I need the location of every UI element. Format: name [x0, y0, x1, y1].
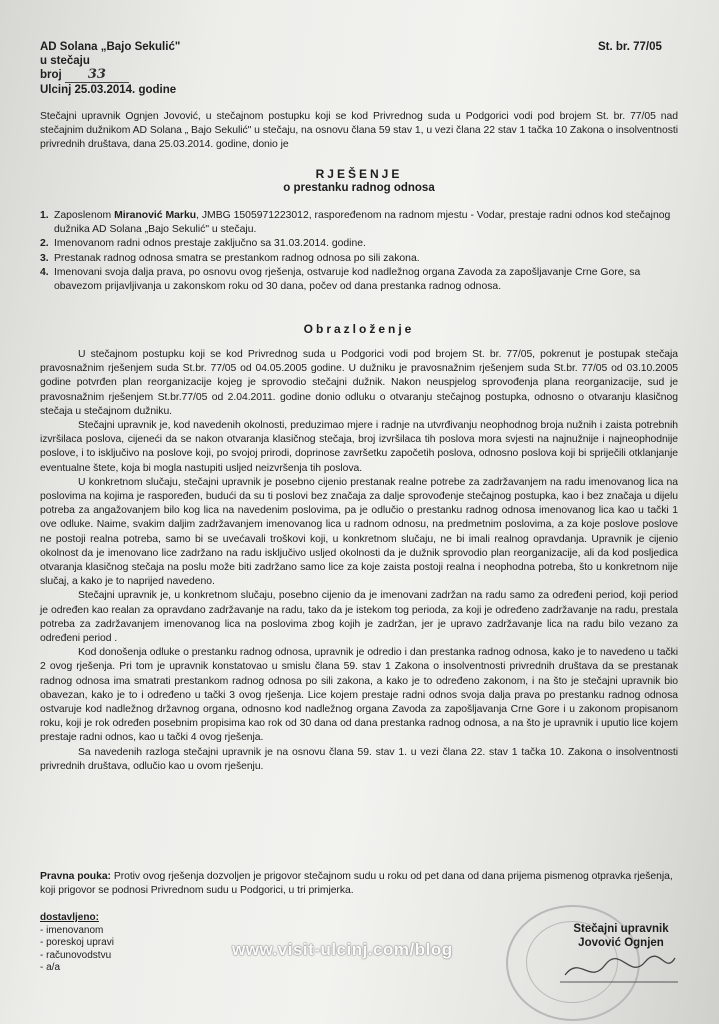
reasoning-title: Obrazloženje — [303, 322, 415, 336]
legal-advice-text: Protiv ovog rješenja dozvoljen je prigovor stečajnom sudu u roku od pet dana od dana prijema pismenog otpravka rješenja, koji prigovor se podnosi Privrednom sudu u Podgorici, u tri primjerka. — [40, 871, 673, 897]
document-subtitle: o prestanku radnog odnosa — [283, 182, 435, 194]
decision-item: 2. Imenovanom radni odnos prestaje zaključno sa 31.03.2014. godine. — [40, 238, 366, 250]
delivered-list — [40, 912, 190, 975]
header-status: u stečaju — [40, 55, 90, 67]
delivered-item: - a/a — [40, 962, 61, 973]
broj-label: broj — [40, 69, 62, 81]
delivered-item: - poreskoj upravi — [40, 937, 114, 948]
header-company: AD Solana „Bajo Sekulić" — [40, 41, 181, 53]
delivered-item: - imenovanom — [40, 924, 104, 936]
decision-items — [40, 209, 678, 294]
legal-advice — [40, 870, 678, 898]
decision-item: 1. Zaposlenom Miranović Marku, JMBG 1505971223012, raspoređenom na radnom mjestu - Vodar, prestaje radni odnos kod stečajnog dužnika AD Solana „Bajo Sekulić" u stečaju. — [40, 210, 671, 236]
reasoning-paragraph: U konkretnom slučaju, stečajni upravnik je posebno cijenio prestanak realne potrebe za zadržavanjem na radu imenovanog lica na poslovima na kojima je raspoređen, budući da su ti poslovi bez značaja za dalje sprovođenje stečajnog postupka, kao i bez značaja u dijelu potreba za angažovanjem bilo kog lica na navedenim poslovima, pa je odlučio o prestanku radnog odnosa imenovanog lica kao u tački 1 ove odluke. Naime, svakim daljim zadržavanjem imenovanog lica u radnom odnosu, na predmetnim poslovima, a za koje poslove poslove ne postoji realna potreba, samo bi se uvećavali troškovi koji, u konkretnom slučaju, ne bi imali realnog opravdanja. Upravnik je cijenio okolnost da je imenovano lice zadržano na radu isključivo usljed okolnosti da je dužnik sprovodio plan reorganizacije, ali da kod posljedica otvaranja klasičnog stečaja na poslu može biti zadržano samo lice za koje zaista postoji realna i neophodna potreba, što u konkretnom nije slučaj, a kako je to naprijed navedeno. — [40, 476, 678, 588]
signature-title: Stečajni upravnik — [573, 923, 669, 935]
case-number: St. br. 77/05 — [598, 41, 662, 53]
watermark-text: www.visit-ulcinj.com/blog — [232, 940, 453, 959]
header-date: Ulcinj 25.03.2014. godine — [40, 84, 177, 96]
signature-name: Jovović Ognjen — [578, 937, 664, 949]
reasoning-paragraph: Sa navedenih razloga stečajni upravnik je na osnovu člana 59. stav 1. u vezi člana 22. stav 1 tačka 10. Zakona o insolventnosti privrednih društava, odlučio kao u ovom rješenju. — [40, 746, 678, 772]
reasoning-paragraph: Kod donošenja odluke o prestanku radnog odnosa, upravnik je odredio i dan prestanka radnog odnosa, kako je to navedeno u tački 2 ovog rješenja. Pri tom je upravnik konstatovao u smislu člana 59. stav 1 Zakona o insolventnosti privrednih društava da se prestanak radnog odnosa ima smatrati prestankom radnog odnosa po sili zakona, a kako je to određeno zakonom, i na što je stečajni upravnik bio obavezan, kako je to i određeno u tački 3 ovog rješenja. Lice kojem prestaje radni odnos svoja dalja prava po prestanku radnog odnosa ostvaruje kod nadležnog državnog organa, odnosno kod nadležnog organa Zavoda za zapošljavanja Crne Gore i u zakonom propisanom roku, koji je rok određen posebnim propisima kao rok od 30 dana od dana prestanka radnog odnosa, a na što je upravnik i uputio lice kojem prestaje radni odnos, kao u tački 4 ovog rješenja. — [40, 647, 678, 744]
decision-item: 3. Prestanak radnog odnosa smatra se prestankom radnog odnosa po sili zakona. — [40, 252, 420, 264]
legal-advice-label: Pravna pouka: — [40, 871, 111, 882]
decision-item: 4. Imenovani svoja dalja prava, po osnovu ovog rješenja, ostvaruje kod nadležnog organa Zavoda za zapošljavanje Crne Gore, sa obavezom prijavljivanja u zakonskom roku od 30 dana, počev od dana prestanka radnog odnosa. — [40, 266, 641, 293]
document-title: RJEŠENJE — [315, 167, 403, 181]
reasoning-body — [40, 348, 678, 774]
reasoning-paragraph: U stečajnom postupku koji se kod Privrednog suda u Podgorici vodi pod brojem St. br. 77/05, pokrenut je postupak stečaja pravosnažnim rješenjem suda St.br. 77/05 od 04.05.2005 godine. U dužniku je pravosnažnim rješenjem suda St.br. 77/05 od 03.10.2005 godine potvrđen plan reorganizacije kojeg je sprovodio stečajni dužnik. Nakon neuspjelog sprovođenja plana reorganizacije, sud je pravosnažnim rješenjem St.br.77/05 od 2.04.2011. godine donio odluku o otvaranju stečajnog postupka, odnosno o otvaranju klasičnog stečaja u stečajnom dužniku. — [40, 349, 678, 417]
handwritten-signature — [560, 950, 680, 990]
intro-text: Stečajni upravnik Ognjen Jovović, u stečajnom postupku koji se kod Privrednog suda u Podgorici vodi pod brojem St. br. 77/05 nad stečajnim dužnikom AD Solana „ Bajo Sekulić" u stečaju, na osnovu člana 59 stav 1, u vezi člana 22 stav 1 tačka 10 Zakona o insolventnosti privrednih društava, dana 25.03.2014. godine, donio je — [40, 111, 678, 151]
delivered-item: - računovodstvu — [40, 949, 112, 961]
reasoning-paragraph: Stečajni upravnik je, kod navedenih okolnosti, preduzimao mjere i radnje na utvrđivanju neophodnog broja nužnih i zaista potrebnih izvršilaca poslova, cijeneći da se nakon otvaranja klasičnog stečaja, broj izvršilaca tih poslova mora svjesti na najnužnije i najneophodnije poslove, i to isključivo na poslove koji, po svojoj prirodi, doprinose završetku započetih poslova, odnosno poslova koji bi spriječili otklanjanje eventualne štete, koja bi mogla nastupiti usljed neizvršenja tih poslova. — [40, 420, 678, 474]
delivered-label: dostavljeno: — [40, 912, 99, 923]
reasoning-paragraph: Stečajni upravnik je, u konkretnom slučaju, posebno cijenio da je imenovani zadržan na radu samo za određeni period, koji period je određen kao realan za opravdano zadržavanje na radu, tako da je istekom tog perioda, za koji je određeno zadržavanje na radu, prestala potreba za zadržavanjem imenovanog lica na poslovima zbog kojih je zadržan, jer je upravo zadržavanje lica na radu bilo vezano za određeni period . — [40, 590, 678, 645]
broj-value: 33 — [65, 68, 129, 83]
header-number — [40, 68, 129, 83]
